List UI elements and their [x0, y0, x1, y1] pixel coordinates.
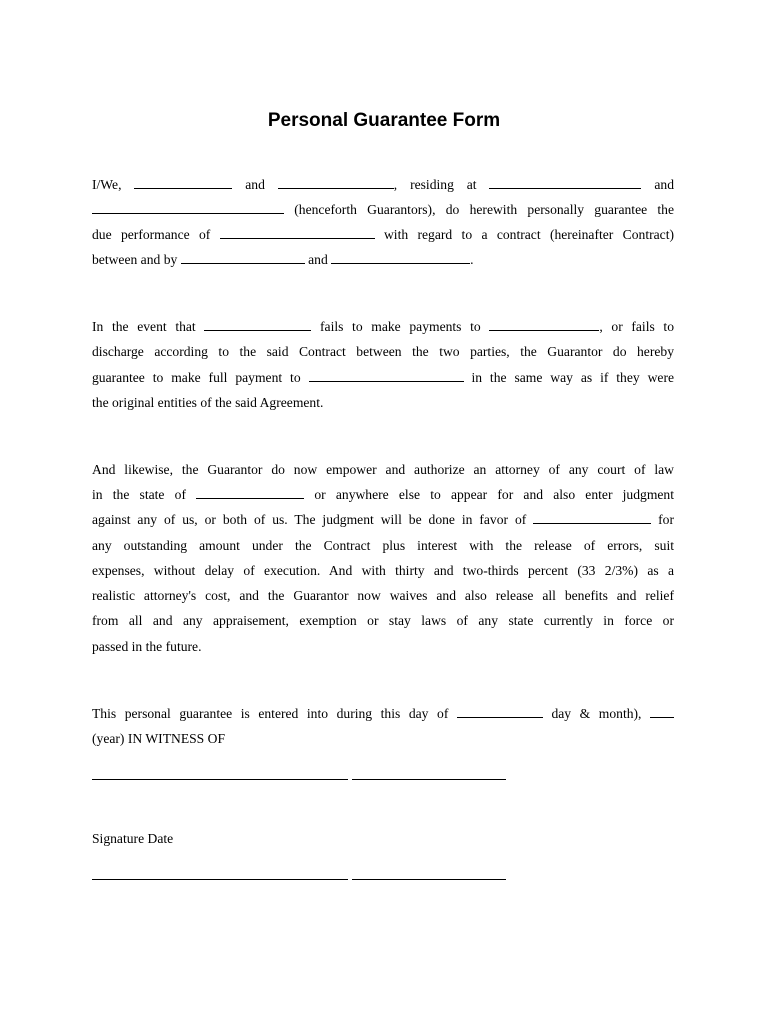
party-2-blank[interactable] [331, 251, 470, 264]
para1-line4 [92, 251, 474, 269]
text: due performance of [92, 227, 220, 242]
text: for [651, 512, 674, 527]
text: guarantee to make full payment to [92, 370, 309, 385]
text: fails to make payments to [311, 319, 490, 334]
text: , residing at [393, 177, 490, 192]
text: or anywhere else to appear for and also enter judgment [304, 487, 675, 502]
text: and [641, 177, 675, 192]
para1-line3 [92, 226, 674, 244]
day-month-blank[interactable] [457, 705, 543, 718]
para3-line2 [92, 486, 674, 504]
text: and [232, 177, 278, 192]
text: with regard to a contract (hereinafter Contract) [374, 227, 675, 242]
text: I/We, [92, 177, 135, 192]
party-1-blank[interactable] [181, 251, 305, 264]
creditor-blank[interactable] [489, 318, 599, 331]
text: . [470, 252, 474, 267]
text: in the state of [92, 487, 197, 502]
text: in the same way as if they were [463, 370, 674, 385]
guarantor-signature-line[interactable] [92, 879, 348, 880]
guarantor-date-line[interactable] [352, 879, 506, 880]
witness-date-line[interactable] [352, 779, 506, 780]
guarantor-1-blank[interactable] [134, 176, 232, 189]
para3-line8: passed in the future. [92, 639, 202, 654]
text: (henceforth Guarantors), do herewith personally guarantee the [284, 202, 674, 217]
para2-line3 [92, 369, 674, 387]
judgment-favor-blank[interactable] [533, 511, 651, 524]
para2-line1 [92, 318, 674, 336]
para4-line1 [92, 705, 674, 723]
text: In the event that [92, 319, 205, 334]
document-title: Personal Guarantee Form [267, 110, 501, 131]
signature-date-label: Signature Date [92, 831, 174, 846]
para1-line1 [92, 176, 674, 194]
text: , or fails to [599, 319, 674, 334]
text: day & month), [542, 706, 650, 721]
text: between and by [92, 252, 181, 267]
text: against any of us, or both of us. The judgment will be done in favor of [92, 512, 534, 527]
witness-signature-line[interactable] [92, 779, 348, 780]
para3-line6: realistic attorney's cost, and the Guarantor now waives and also release all benefits and relief [92, 588, 674, 603]
text: and [304, 252, 332, 267]
para3-line4: any outstanding amount under the Contract plus interest with the release of errors, suit [92, 538, 674, 553]
state-blank[interactable] [196, 486, 304, 499]
para4-line2: (year) IN WITNESS OF [92, 731, 226, 746]
para3-line3 [92, 511, 674, 529]
para3-line1: And likewise, the Guarantor do now empower and authorize an attorney of any court of law [92, 462, 674, 477]
residence-2-blank[interactable] [92, 201, 284, 214]
para1-line2 [92, 201, 674, 219]
performance-blank[interactable] [220, 226, 375, 239]
debtor-blank[interactable] [204, 318, 311, 331]
year-blank[interactable] [650, 705, 674, 718]
residence-1-blank[interactable] [489, 176, 641, 189]
para3-line7: from all and any appraisement, exemption or stay laws of any state currently in force or [92, 613, 674, 628]
para3-line5: expenses, without delay of execution. And with thirty and two-thirds percent (33 2/3%) as a [92, 563, 674, 578]
guarantor-2-blank[interactable] [278, 176, 394, 189]
para2-line4: the original entities of the said Agreement. [92, 395, 324, 410]
payee-blank[interactable] [309, 369, 464, 382]
para2-line2: discharge according to the said Contract between the two parties, the Guarantor do hereby [92, 344, 674, 359]
text: This personal guarantee is entered into during this day of [92, 706, 457, 721]
